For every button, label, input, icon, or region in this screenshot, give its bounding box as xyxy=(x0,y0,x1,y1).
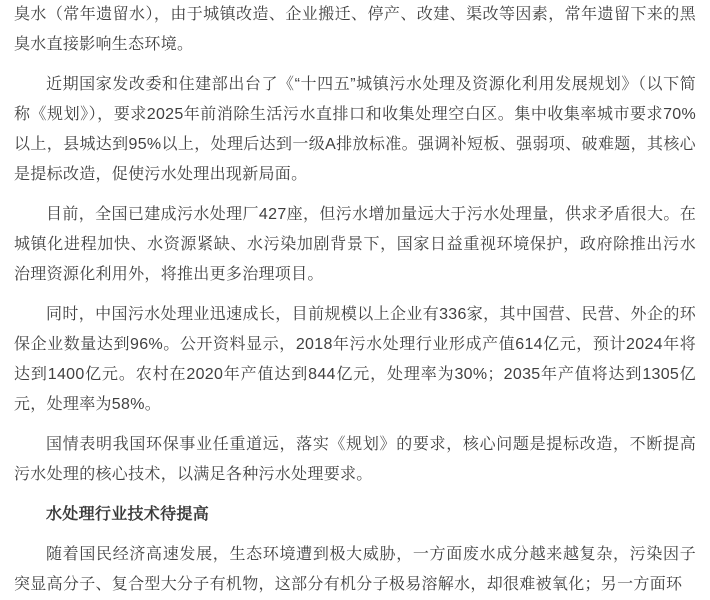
section-heading-technology-improvement: 水处理行业技术待提高 xyxy=(46,506,210,523)
paragraph-treatment-plants: 目前，全国已建成污水处理厂427座，但污水增加量远大于污水处理量，供求矛盾很大。在城镇化进程加快、水资源紧缺、水污染加剧背景下，国家日益重视环境保护，政府除推出污水治理资源化利用外，将推出更多治理项目。 xyxy=(14,206,696,283)
paragraph-wastewater-complexity: 随着国民经济高速发展，生态环境遭到极大威胁，一方面废水成分越来越复杂，污染因子突显高分子、复合型大分子有机物，这部分有机分子极易溶解水，却很难被氧化；另一方面环 xyxy=(14,546,696,593)
paragraph-five-year-plan: 近期国家发改委和住建部出台了《“十四五”城镇污水处理及资源化利用发展规划》（以下简称《规划》），要求2025年前消除生活污水直排口和收集处理空白区。集中收集率城市要求70%以上，县城达到95%以上，处理后达到一级A排放标准。强调补短板、强弱项、破难题，其核心是提标改造，促使污水处理出现新局面。 xyxy=(14,76,696,183)
paragraph-black-odor-water: 臭水（常年遗留水），由于城镇改造、企业搬迁、停产、改建、渠改等因素，常年遗留下来的黑臭水直接影响生态环境。 xyxy=(14,6,696,53)
paragraph-national-conditions: 国情表明我国环保事业任重道远，落实《规划》的要求，核心问题是提标改造，不断提高污水处理的核心技术，以满足各种污水处理要求。 xyxy=(14,436,696,483)
paragraph-industry-growth: 同时，中国污水处理业迅速成长，目前规模以上企业有336家，其中国营、民营、外企的环保企业数量达到96%。公开资料显示，2018年污水处理行业形成产值614亿元，预计2024年将达到1400亿元。农村在2020年产值达到844亿元，处理率为30%；2035年产值将达到1305亿元，处理率为58%。 xyxy=(14,306,696,413)
